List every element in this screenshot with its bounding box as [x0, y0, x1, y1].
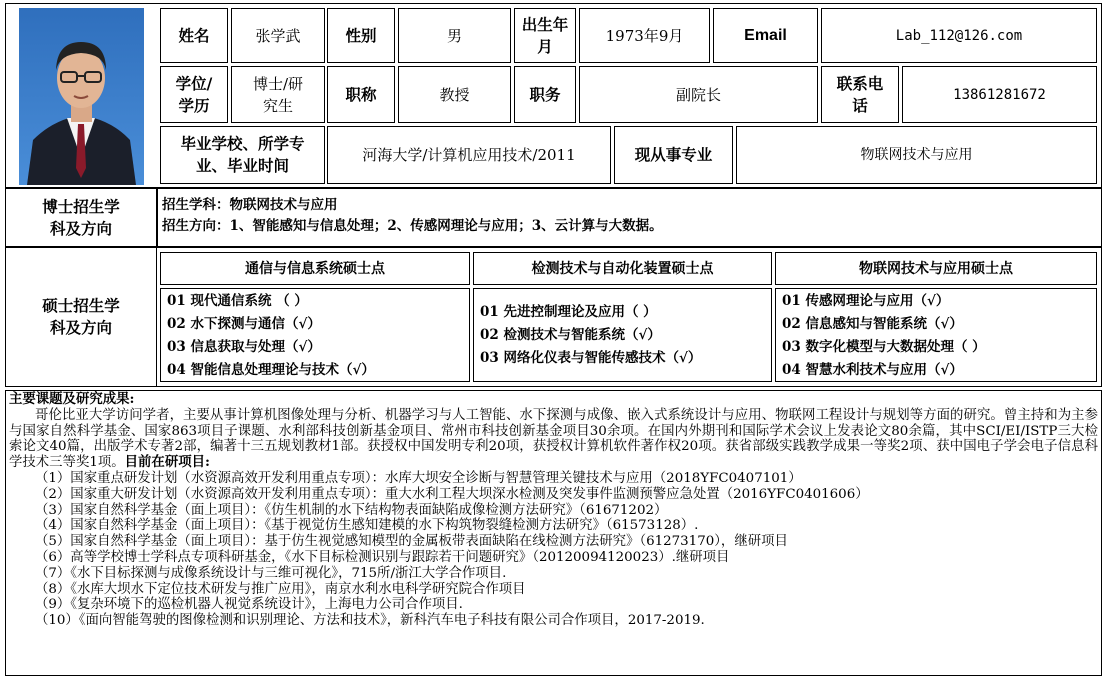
research-section	[5, 390, 1102, 676]
master-frame	[5, 247, 1102, 387]
list-item: 04 智能信息处理理论与技术（√）	[167, 362, 375, 378]
project-item: （1）国家重点研发计划（水资源高效开发利用重点专项）：水库大坝安全诊断与智慧管理关键技术与应用（2018YFC0407101）	[35, 470, 802, 486]
list-item: 01 先进控制理论及应用（ ）	[480, 304, 657, 320]
phd-direction: 招生方向：1、智能感知与信息处理；2、传感网理论与应用；3、云计算与大数据。	[162, 218, 663, 234]
birth-value: 1973年9月	[579, 8, 710, 63]
birth-label: 出生年月	[514, 8, 576, 63]
major-value: 物联网技术与应用	[736, 126, 1097, 184]
email-value[interactable]: Lab_112@126.com	[821, 8, 1097, 63]
project-item: （7）《水下目标探测与成像系统设计与三维可视化》，715所/浙江大学合作项目.	[35, 565, 507, 581]
gender-label: 性别	[327, 8, 395, 63]
research-heading: 主要课题及研究成果:	[9, 391, 135, 407]
phd-content	[157, 188, 1102, 247]
list-item: 01 传感网理论与应用（√）	[782, 293, 950, 309]
list-item: 02 信息感知与智能系统（√）	[782, 316, 963, 332]
degree-label: 学位/学历	[160, 66, 228, 123]
school-label: 毕业学校、所学专业、毕业时间	[160, 126, 325, 184]
person-portrait-icon	[19, 8, 144, 185]
name-value: 张学武	[231, 8, 325, 63]
phone-value: 13861281672	[902, 66, 1097, 123]
current-projects-heading: 目前在研项目:	[124, 454, 210, 471]
post-label: 职务	[514, 66, 576, 123]
degree-value: 博士/研究生	[231, 66, 325, 123]
project-item: （4）国家自然科学基金（面上项目）：《基于视觉仿生感知建模的水下构筑物裂缝检测方法研究》（61573128）.	[35, 518, 699, 534]
post-value: 副院长	[579, 66, 818, 123]
project-item: （6）高等学校博士学科点专项科研基金，《水下目标检测识别与跟踪若干问题研究》（20120094120023）.继研项目	[35, 549, 730, 565]
research-summary-text: 哥伦比亚大学访问学者，主要从事计算机图像处理与分析、机器学习与人工智能、水下探测与成像、嵌入式系统设计与应用、物联网工程设计与规划等方面的研究。曾主持和为主参与国家自然科学基金、国家863项目子课题、水利部科技创新基金项目、常州市科技创新基金项目30余项。在国内外期刊和国际学术会议上发表论文80余篇，其中SCI/EI/ISTP三大检索论文40篇，出版学术专著2部，编著十三五规划教材1部。获授权中国发明专利20项，获授权计算机软件著作权20项。获省部级实践教学成果一等奖2项、获中国电子学会电子信息科学技术三等奖1项。	[9, 407, 1098, 471]
project-item: （2）国家重大研发计划（水资源高效开发利用重点专项）：重大水利工程大坝深水检测及突发事件监测预警应急处置（2016YFC0401606）	[35, 486, 869, 502]
research-summary	[9, 408, 1098, 471]
project-item: （9）《复杂环境下的巡检机器人视觉系统设计》，上海电力公司合作项目.	[35, 597, 463, 613]
project-item: （3）国家自然科学基金（面上项目）：《仿生机制的水下结构物表面缺陷成像检测方法研究》（61671202）	[35, 502, 668, 518]
list-item: 03 数字化模型与大数据处理（ ）	[782, 339, 986, 355]
master-label: 硕士招生学科及方向	[5, 247, 157, 387]
list-item: 01 现代通信系统 （ ）	[167, 293, 308, 309]
list-item: 02 水下探测与通信（√）	[167, 316, 321, 332]
major-label: 现从事专业	[614, 126, 733, 184]
title-label: 职称	[327, 66, 395, 123]
list-item: 04 智慧水利技术与应用（√）	[782, 362, 963, 378]
master-group-1-title: 通信与信息系统硕士点	[160, 252, 470, 285]
list-item: 03 网络化仪表与智能传感技术（√）	[480, 350, 702, 366]
list-item: 03 信息获取与处理（√）	[167, 339, 321, 355]
portrait-photo	[19, 8, 144, 185]
list-item: 02 检测技术与智能系统（√）	[480, 327, 661, 343]
gender-value: 男	[398, 8, 511, 63]
name-label: 姓名	[160, 8, 228, 63]
phd-label: 博士招生学科及方向	[5, 188, 157, 247]
title-value: 教授	[398, 66, 511, 123]
master-group-3-title: 物联网技术与应用硕士点	[775, 252, 1097, 285]
phone-label: 联系电话	[821, 66, 899, 123]
project-item: （8）《水库大坝水下定位技术研发与推广应用》，南京水利水电科学研究院合作项目	[35, 581, 526, 597]
master-group-2-title: 检测技术与自动化装置硕士点	[473, 252, 772, 285]
project-item: （10）《面向智能驾驶的图像检测和识别理论、方法和技术》，新科汽车电子科技有限公司合作项目，2017-2019.	[35, 613, 705, 629]
school-value: 河海大学/计算机应用技术/2011	[327, 126, 611, 184]
email-label: Email	[713, 8, 818, 63]
project-item: （5）国家自然科学基金（面上项目）：基于仿生视觉感知模型的金属板带表面缺陷在线检测方法研究》（61273170），继研项目	[35, 534, 788, 550]
phd-subject: 招生学科：物联网技术与应用	[162, 197, 338, 213]
